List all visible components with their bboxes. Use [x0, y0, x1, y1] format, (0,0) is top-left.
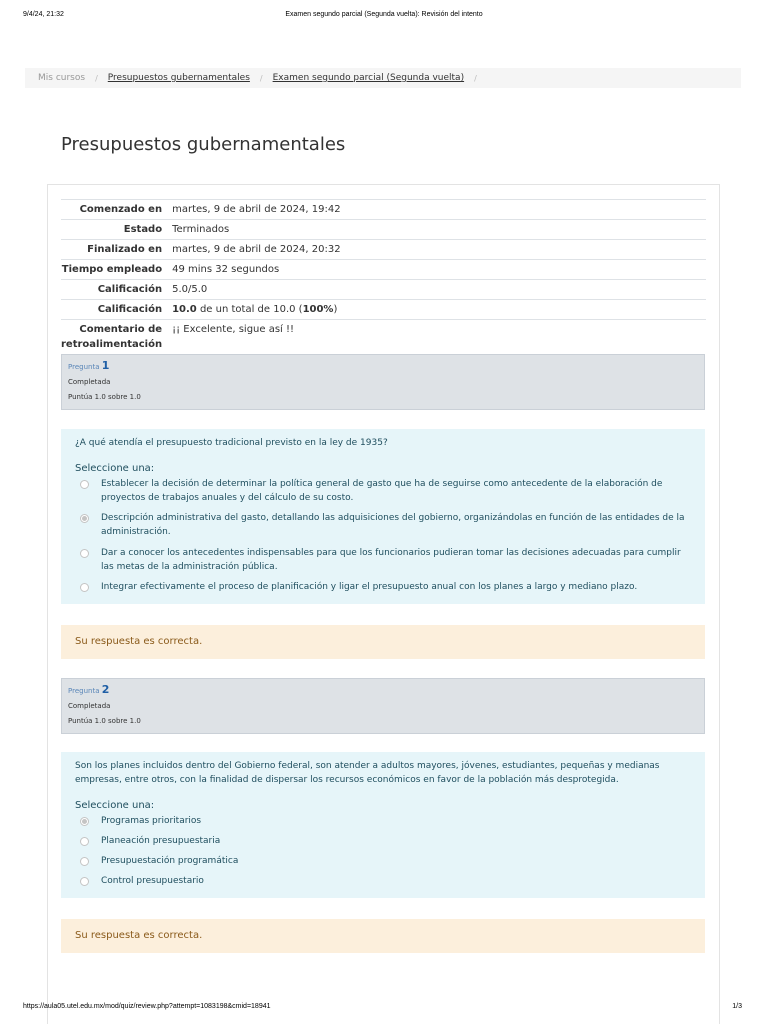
summary-label: Comentario de retroalimentación: [61, 324, 163, 350]
question-1-feedback: Su respuesta es correcta.: [61, 625, 705, 659]
summary-value: 49 mins 32 segundos: [172, 264, 280, 275]
question-number: [68, 359, 698, 373]
summary-value: 5.0/5.0: [172, 284, 208, 295]
question-1-info: [61, 354, 705, 410]
summary-row-state: [61, 220, 706, 240]
answer-text: Dar a conocer los antecedentes indispensables para que los funcionarios pudieran tomar las decisiones adecuadas para cumplir las metas de la administración pública.: [101, 548, 681, 572]
summary-label: Finalizado en: [87, 244, 163, 255]
answer-option[interactable]: [75, 814, 691, 828]
answer-option[interactable]: [75, 477, 691, 505]
question-text: Son los planes incluidos dentro del Gobierno federal, son atender a adultos mayores, jóvenes, estudiantes, pequeñas y medianas empresas, entre otros, con la finalidad de dispersar los recursos económicos en favor de la población más desprotegida.: [75, 761, 660, 785]
answer-text: Establecer la decisión de determinar la política general de gasto que ha de seguirse como antecedente de la elaboración de proyectos de trabajos anuales y del cálculo de su costo.: [101, 479, 663, 503]
print-datetime: 9/4/24, 21:32: [23, 11, 64, 18]
answer-text: Planeación presupuestaria: [101, 836, 221, 846]
summary-value: ¡¡ Excelente, sigue así !!: [172, 324, 295, 335]
print-document-title: Examen segundo parcial (Segunda vuelta): Revisión del intento: [285, 11, 483, 18]
breadcrumb-separator: /: [259, 73, 263, 83]
summary-value: martes, 9 de abril de 2024, 20:32: [172, 244, 341, 255]
question-state: Completada: [68, 378, 111, 386]
question-2-info: [61, 678, 705, 734]
question-text: ¿A qué atendía el presupuesto tradicional previsto en la ley de 1935?: [75, 438, 388, 448]
question-word: Pregunta: [68, 687, 100, 695]
breadcrumb-mis-cursos[interactable]: Mis cursos: [38, 73, 86, 83]
answer-text: Descripción administrativa del gasto, detallando las adquisiciones del gobierno, organizándolas en función de las entidades de la administración.: [101, 513, 685, 537]
summary-label: Comenzado en: [79, 204, 163, 215]
print-url: https://aula05.utel.edu.mx/mod/quiz/review.php?attempt=1083198&cmid=18941: [23, 1003, 271, 1010]
summary-row-time-taken: [61, 260, 706, 280]
answer-list: [75, 814, 691, 888]
print-page-number: 1/3: [732, 1003, 742, 1010]
question-1-formulation: [61, 429, 705, 604]
summary-value: Terminados: [172, 224, 230, 235]
question-number-value: 1: [101, 359, 110, 372]
question-2-feedback: Su respuesta es correcta.: [61, 919, 705, 953]
radio-icon[interactable]: [80, 480, 89, 489]
answer-option[interactable]: [75, 834, 691, 848]
answer-text: Control presupuestario: [101, 876, 204, 886]
select-one-prompt: Seleccione una:: [75, 463, 155, 474]
summary-row-finished: [61, 240, 706, 260]
radio-icon[interactable]: [80, 837, 89, 846]
answer-option[interactable]: [75, 511, 691, 539]
answer-text: Presupuestación programática: [101, 856, 239, 866]
grade-value: 10.0: [172, 304, 197, 315]
summary-row-feedback: [61, 320, 706, 355]
summary-row-grade: [61, 300, 706, 320]
answer-text: Integrar efectivamente el proceso de planificación y ligar el presupuesto anual con los planes a largo y mediano plazo.: [101, 582, 638, 592]
summary-label: Estado: [123, 224, 163, 235]
question-number-value: 2: [101, 683, 110, 696]
radio-icon[interactable]: [80, 857, 89, 866]
answer-option[interactable]: [75, 874, 691, 888]
page-title: Presupuestos gubernamentales: [61, 134, 346, 155]
summary-row-marks: [61, 280, 706, 300]
summary-label: Calificación: [97, 284, 163, 295]
attempt-summary-table: [61, 199, 706, 354]
answer-option[interactable]: [75, 580, 691, 594]
breadcrumb-quiz-link[interactable]: Examen segundo parcial (Segunda vuelta): [272, 73, 465, 83]
question-state: Completada: [68, 702, 111, 710]
breadcrumb-separator: /: [95, 73, 98, 83]
grade-close: ): [333, 304, 338, 315]
radio-icon[interactable]: [80, 877, 89, 886]
radio-icon[interactable]: [80, 583, 89, 592]
summary-value: [167, 300, 706, 320]
radio-checked-icon[interactable]: [80, 817, 89, 826]
breadcrumb: [25, 68, 741, 88]
print-header: [0, 11, 768, 23]
question-2-formulation: [61, 752, 705, 898]
question-grade: Puntúa 1.0 sobre 1.0: [68, 717, 141, 725]
print-footer: [0, 1003, 768, 1015]
answer-list: [75, 477, 691, 594]
radio-checked-icon[interactable]: [80, 514, 89, 523]
radio-icon[interactable]: [80, 549, 89, 558]
summary-value: martes, 9 de abril de 2024, 19:42: [172, 204, 341, 215]
summary-label: Tiempo empleado: [61, 264, 163, 275]
summary-label: Calificación: [97, 304, 163, 315]
breadcrumb-course-link[interactable]: Presupuestos gubernamentales: [107, 73, 250, 83]
question-grade: Puntúa 1.0 sobre 1.0: [68, 393, 141, 401]
answer-text: Programas prioritarios: [101, 816, 202, 826]
grade-percent: 100%: [302, 304, 334, 315]
question-word: Pregunta: [68, 363, 100, 371]
summary-row-started: [61, 200, 706, 220]
grade-total: de un total de 10.0 (: [196, 304, 303, 315]
answer-option[interactable]: [75, 546, 691, 574]
breadcrumb-separator: /: [474, 73, 477, 83]
question-number: [68, 683, 698, 697]
select-one-prompt: Seleccione una:: [75, 800, 155, 811]
answer-option[interactable]: [75, 854, 691, 868]
